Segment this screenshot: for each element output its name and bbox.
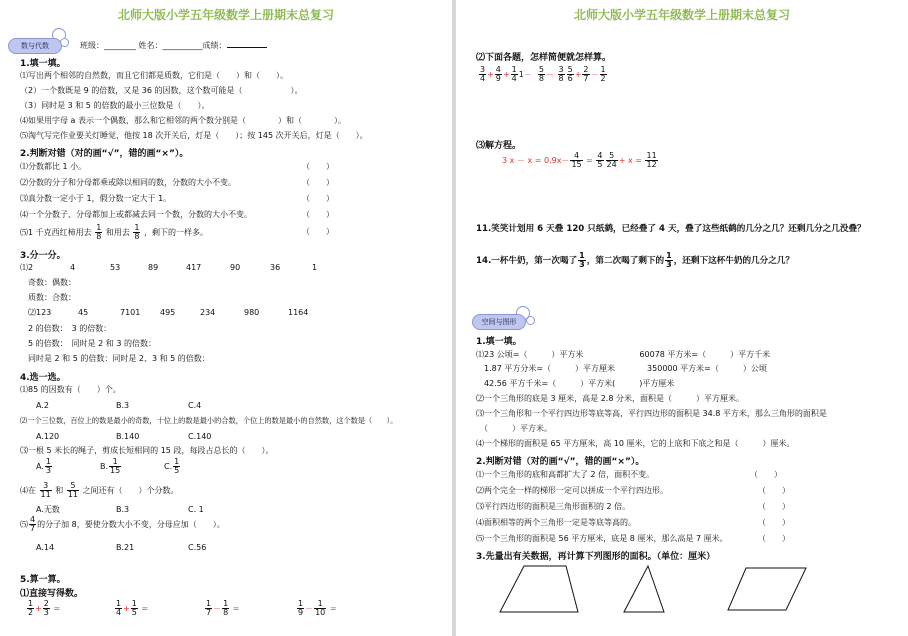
answer-paren[interactable]: （ ） [302, 194, 334, 203]
question: 1.87 平方分米=（ ）平方厘米 350000 平方米=（ ）公顷 [476, 364, 767, 373]
equation: 3 x － x = 0.9x－ $\frac{4}{15}$ = $\frac{4}{5}$ $\frac{5}{24}$ + x = $\frac{11}{12}$ [502, 151, 657, 169]
question: ⑴写出两个相邻的自然数，而且它们都是质数，它们是（ ）和（ ）。 [20, 71, 288, 80]
section-5-title: 5.算一算。 [20, 575, 66, 585]
calc-expression: $\frac{1}{2}$ + $\frac{2}{3}$ = [28, 599, 61, 617]
category-line: 同时是 2 和 5 的倍数：同时是 2、3 和 5 的倍数： [28, 354, 210, 363]
option[interactable]: B.21 [116, 543, 135, 552]
section-title: 2.判断对错（对的画“√”，错的画“×”）。 [476, 457, 645, 467]
option[interactable]: B.3 [116, 505, 130, 514]
section-title: 3.先量出有关数据，再计算下列图形的面积。（单位：厘米） [476, 552, 716, 562]
judge-item: ⑶真分数一定小于 1，假分数一定大于 1。 [20, 194, 172, 203]
trapezoid-shape [496, 562, 582, 616]
number-list: ⑵123 45 7101 495 234 980 1164 [28, 308, 309, 317]
question: ⑵一个三位数，百位上的数是最小的奇数，十位上的数是最小的合数，个位上的数是最小的自然数，这个数是（ ）。 [20, 416, 398, 425]
section-title: 1.填一填。 [476, 337, 522, 347]
section-4-title: 4.选一选。 [20, 373, 66, 383]
answer-paren[interactable]: （ ） [302, 162, 334, 171]
question: ⑵一个三角形的底是 3 厘米，高是 2.8 分米，面积是（ ）平方厘米。 [476, 394, 744, 403]
option[interactable]: C.56 [188, 543, 207, 552]
option[interactable]: C. 1 [188, 505, 204, 514]
subsection-title: ⑶解方程。 [476, 141, 522, 151]
option[interactable]: B. $\frac{1}{15}$ [100, 457, 121, 475]
answer-paren[interactable]: （ ） [750, 470, 782, 479]
question: （2）一个数既是 9 的倍数，又是 36 的因数，这个数可能是（ ）。 [20, 86, 303, 95]
option[interactable]: A.2 [36, 401, 49, 410]
number-list: ⑴2 4 53 89 417 90 36 1 [20, 263, 318, 272]
option[interactable]: A.无数 [36, 505, 60, 514]
right-page [456, 0, 908, 636]
judge-item: ⑷一个分数子、分母都加上或都减去同一个数，分数的大小不变。 [20, 210, 252, 219]
option[interactable]: C.4 [188, 401, 202, 410]
subsection-title: ⑴直接写得数。 [20, 589, 84, 599]
judge-item: ⑸1 千克西红柿用去 $\frac{1}{8}$ 和用去 $\frac{1}{8}$ ，剩下的一样多。 [20, 223, 209, 241]
category-line: 2 的倍数： 3 的倍数： [28, 324, 112, 333]
judge-item: ⑷面积相等的两个三角形一定是等底等高的。 [476, 518, 636, 527]
subsection-title: ⑵下面各题，怎样简便就怎样算。 [476, 53, 612, 63]
question: ⑶一个三角形和一个平行四边形等底等高，平行四边形的面积是 34.8 平方米，那么三角形的面积是 [476, 409, 827, 418]
answer-paren[interactable]: （ ） [758, 502, 790, 511]
option[interactable]: B.140 [116, 432, 140, 441]
option[interactable]: A.120 [36, 432, 60, 441]
question: 42.56 平方千米=（ ）平方米( )平方厘米 [476, 379, 675, 388]
page-title: 北师大版小学五年级数学上册期末总复习 [573, 8, 790, 22]
section-2-title: 2.判断对错（对的画“√”，错的画“×”）。 [20, 149, 189, 159]
question: ⑸淘气写完作业要关灯睡觉，他按 18 次开关后，灯是（ ）；按 145 次开关后，灯是（ ）。 [20, 131, 368, 140]
judge-item: ⑸一个三角形的面积是 56 平方厘米，底是 8 厘米，那么高是 7 厘米。 [476, 534, 728, 543]
section-1-title: 1.填一填。 [20, 59, 66, 69]
section-badge-number-algebra: 数与代数 [8, 38, 62, 54]
judge-item: ⑴一个三角形的底和高都扩大了 2 倍，面积不变。 [476, 470, 655, 479]
calc-expression: $\frac{1}{7}$ － $\frac{1}{8}$ = [206, 599, 240, 617]
triangle-shape [618, 562, 668, 616]
left-page [0, 0, 452, 636]
question: ⑷在 $\frac{3}{11}$ 和 $\frac{5}{11}$ 之间还有（ ）个分数。 [20, 481, 179, 499]
answer-paren[interactable]: （ ） [302, 210, 334, 219]
answer-paren[interactable]: （ ） [302, 178, 334, 187]
calc-expression: $\frac{1}{9}$ － $\frac{1}{10}$ = [298, 599, 337, 617]
judge-item: ⑴分数都比 1 小。 [20, 162, 87, 171]
answer-paren[interactable]: （ ） [302, 227, 334, 236]
question: ⑴85 的因数有（ ）个。 [20, 385, 121, 394]
category-line: 奇数：偶数： [28, 278, 76, 287]
question: ⑴23 公顷=（ ）平方米 60078 平方米=（ ）平方千米 [476, 350, 771, 359]
bubble-decoration [526, 316, 535, 325]
question: ⑶一根 5 米长的绳子，剪成长短相同的 15 段，每段占总长的（ ）。 [20, 446, 274, 455]
word-problem: 14.一杯牛奶，第一次喝了 $\frac{1}{3}$ ，第二次喝了剩下的 $\frac{1}{3}$ ，还剩下这杯牛奶的几分之几？ [476, 251, 795, 269]
judge-item: ⑶平行四边形的面积是三角形面积的 2 倍。 [476, 502, 631, 511]
page-title: 北师大版小学五年级数学上册期末总复习 [117, 8, 334, 22]
answer-paren[interactable]: （ ） [758, 518, 790, 527]
calc-expression: $\frac{3}{4}$ + $\frac{4}{9}$ + $\frac{1}{4}$ 1－ $\frac{5}{8}$ － $\frac{3}{8}$ $\frac{5}{6}$ + $\frac{2}{7}$ － $\frac{1}{2}$ [480, 65, 606, 83]
section-3-title: 3.分一分。 [20, 251, 66, 261]
judge-item: ⑵两个完全一样的梯形一定可以拼成一个平行四边形。 [476, 486, 668, 495]
question: ⑷一个梯形的面积是 65 平方厘米，高 10 厘米，它的上底和下底之和是（ ）厘米。 [476, 439, 795, 448]
option[interactable]: A.14 [36, 543, 55, 552]
answer-paren[interactable]: （ ） [758, 486, 790, 495]
word-problem: 11.笑笑计划用 6 天叠 120 只纸鹤，已经叠了 4 天，叠了这些纸鹤的几分之几？还剩几分之几没叠？ [476, 224, 866, 234]
judge-item: ⑵分数的分子和分母都乘或除以相同的数，分数的大小不变。 [20, 178, 236, 187]
question: （ ）平方米。 [476, 424, 552, 433]
section-badge-space-geometry: 空间与图形 [472, 314, 526, 330]
question: （3）同时是 3 和 5 的倍数的最小三位数是（ ）。 [20, 101, 210, 110]
question: ⑷如果用字母 a 表示一个偶数，那么和它相邻的两个数分别是（ ）和（ ）。 [20, 116, 346, 125]
option[interactable]: B.3 [116, 401, 130, 410]
category-line: 质数：合数： [28, 293, 76, 302]
option[interactable]: A. $\frac{1}{3}$ [36, 457, 51, 475]
option[interactable]: C.140 [188, 432, 212, 441]
parallelogram-shape [724, 564, 810, 614]
question: ⑸ $\frac{4}{7}$ 的分子加 8，要使分数大小不变，分母应加（ ）。 [20, 515, 225, 533]
answer-paren[interactable]: （ ） [758, 534, 790, 543]
option[interactable]: C. $\frac{1}{5}$ [164, 457, 180, 475]
category-line: 5 的倍数： 同时是 2 和 3 的倍数： [28, 339, 156, 348]
calc-expression: $\frac{1}{4}$ + $\frac{1}{5}$ = [116, 599, 149, 617]
header-line[interactable]: 班级：________ 姓名：__________成绩： [80, 41, 267, 51]
